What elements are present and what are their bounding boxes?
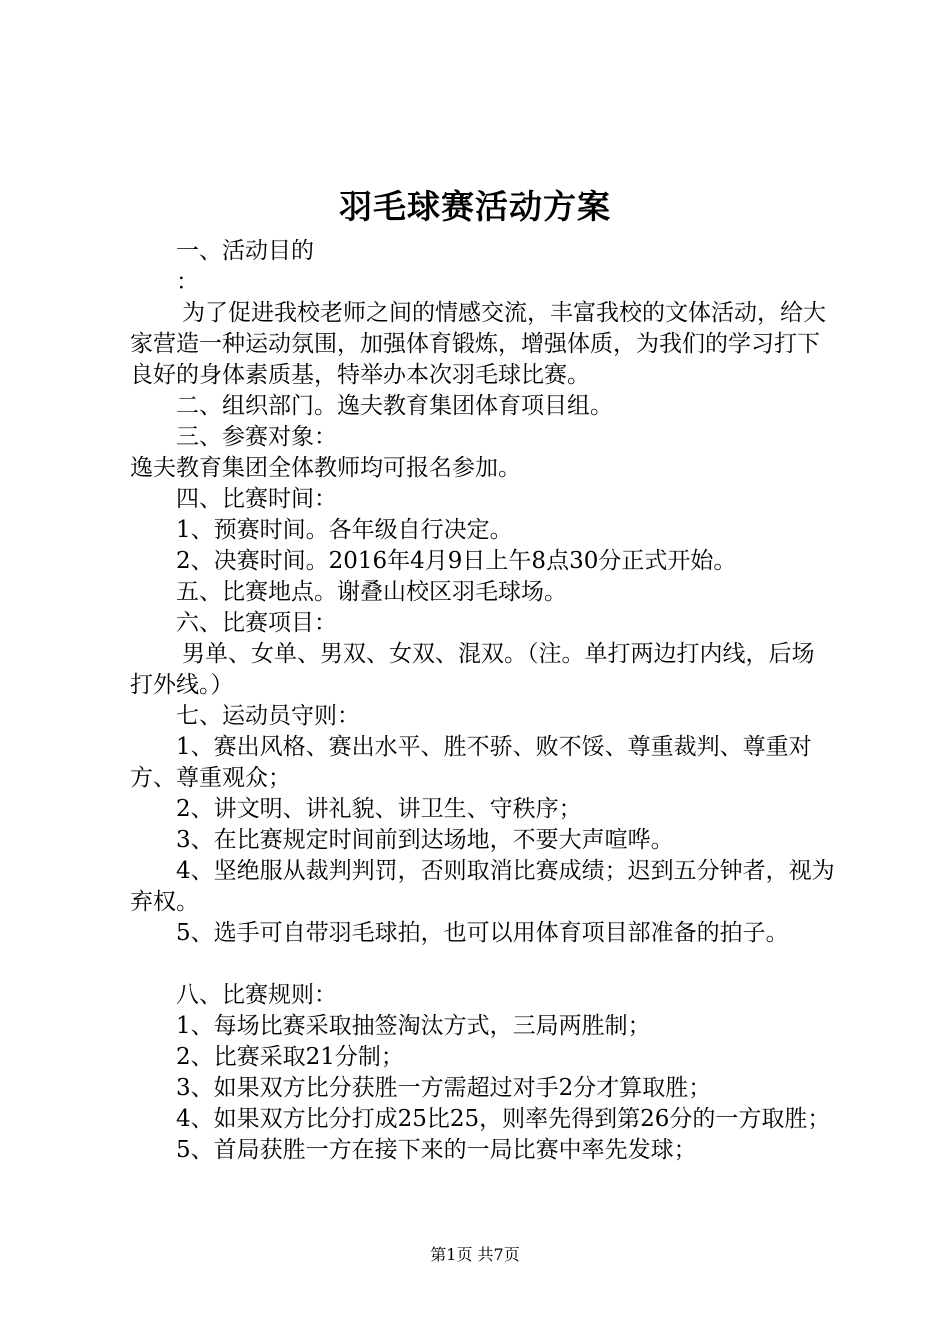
code-item-2: 2、讲文明、讲礼貌、讲卫生、守秩序； [176,796,582,822]
time-item-1: 1、预赛时间。各年级自行决定。 [176,517,513,543]
section-heading-code: 七、运动员守则： [176,703,360,729]
section-heading-organizer: 二、组织部门。逸夫教育集团体育项目组。 [176,393,613,419]
code-item-5: 5、选手可自带羽毛球拍，也可以用体育项目部准备的拍子。 [176,920,789,946]
section-heading-purpose: 一、活动目的 [176,238,314,264]
section-heading-participants: 三、参赛对象： [176,424,337,450]
page-footer: 第1页 共7页 [430,1245,520,1264]
rules-item-3: 3、如果双方比分获胜一方需超过对手2分才算取胜； [176,1075,712,1101]
document-body [130,236,835,1166]
section-heading-venue: 五、比赛地点。谢叠山校区羽毛球场。 [176,579,567,605]
colon-line: ： [176,269,199,295]
section-heading-time: 四、比赛时间： [176,486,337,512]
participants-paragraph: 逸夫教育集团全体教师均可报名参加。 [130,455,521,481]
purpose-paragraph: 为了促进我校老师之间的情感交流，丰富我校的文体活动，给大家营造一种运动氛围，加强体育锻炼，增强体质，为我们的学习打下良好的身体素质基，特举办本次羽毛球比赛。 [130,300,826,388]
section-heading-rules: 八、比赛规则： [176,982,337,1008]
events-paragraph: 男单、女单、男双、女双、混双。（注。单打两边打内线，后场打外线。） [130,641,815,698]
document-title: 羽毛球赛活动方案 [339,187,611,226]
blank-line [130,949,835,980]
rules-item-2: 2、比赛采取21分制； [176,1044,404,1070]
rules-item-1: 1、每场比赛采取抽签淘汰方式，三局两胜制； [176,1013,651,1039]
code-item-1: 1、赛出风格、赛出水平、胜不骄、败不馁、尊重裁判、尊重对方、尊重观众； [130,734,812,791]
time-item-2: 2、决赛时间。2016年4月9日上午8点30分正式开始。 [176,548,737,574]
rules-item-5: 5、首局获胜一方在接下来的一局比赛中率先发球； [176,1137,697,1163]
rules-item-4: 4、如果双方比分打成25比25，则率先得到第26分的一方取胜； [176,1106,831,1132]
code-item-3: 3、在比赛规定时间前到达场地，不要大声喧哗。 [176,827,674,853]
code-item-4: 4、坚绝服从裁判判罚，否则取消比赛成绩；迟到五分钟者，视为弃权。 [130,858,835,915]
section-heading-events: 六、比赛项目： [176,610,337,636]
